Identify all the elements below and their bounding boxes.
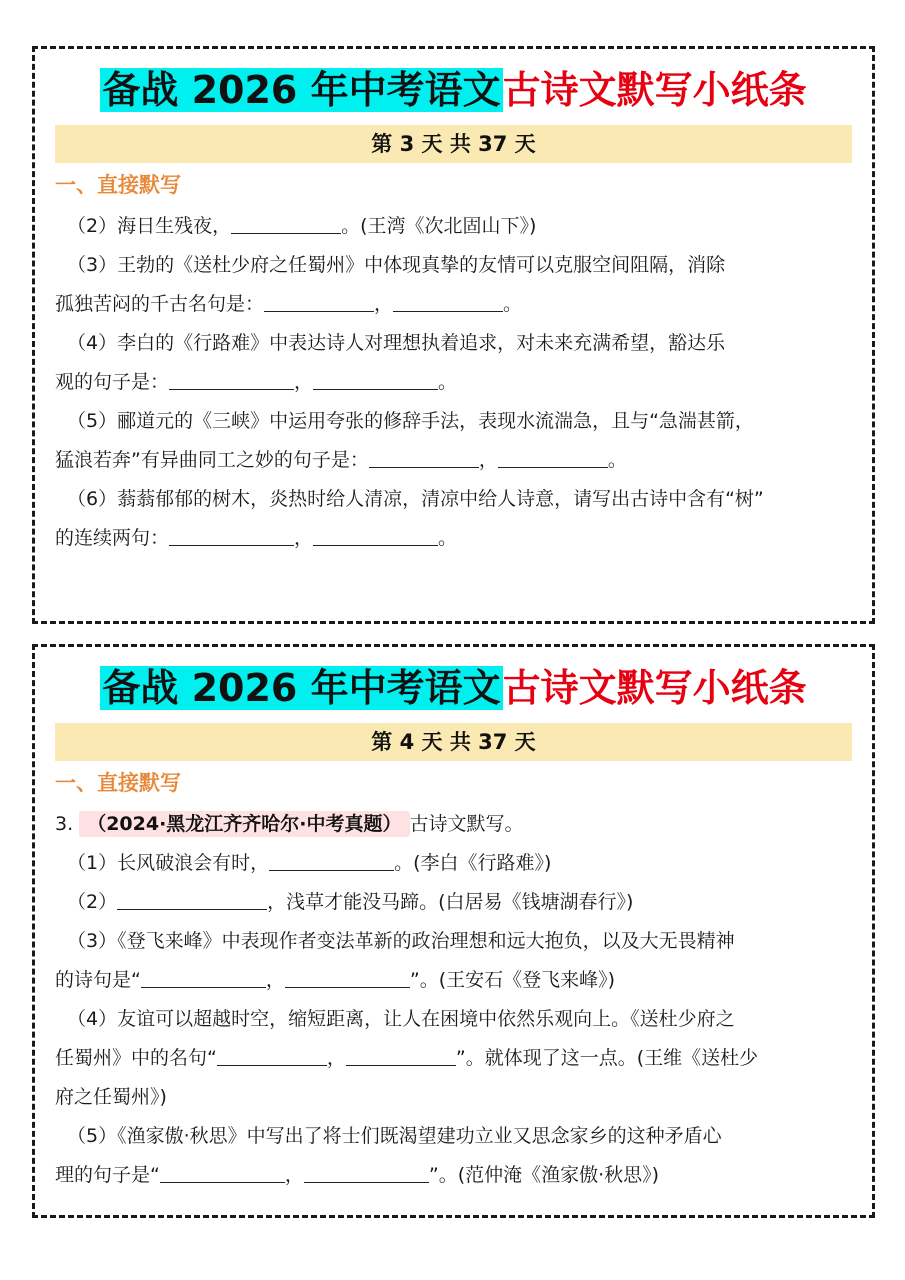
note-card-day-4 — [32, 644, 875, 1218]
question-list — [55, 207, 846, 558]
question-3-cont — [55, 285, 846, 324]
title-main: 备战 2026 年中考语文 — [102, 666, 501, 710]
period: 。 — [438, 371, 458, 393]
question-5-cont — [55, 441, 846, 480]
question-source: 府之任蜀州》) — [55, 1086, 167, 1108]
comma: ， — [294, 527, 314, 549]
title-main: 备战 2026 年中考语文 — [102, 68, 501, 112]
question-4-cont — [55, 363, 846, 402]
card-title — [35, 657, 872, 719]
note-card-day-3 — [32, 46, 875, 624]
question-source: ”。(范仲淹《渔家傲·秋思》) — [428, 1164, 660, 1186]
answer-blank[interactable] — [160, 1160, 285, 1183]
answer-blank[interactable] — [304, 1160, 429, 1183]
question-text: （1）长风破浪会有时， — [67, 852, 270, 874]
section-title: 一、直接默写 — [55, 771, 181, 795]
question-2 — [55, 207, 846, 246]
question-text: 的诗句是“ — [55, 969, 141, 991]
answer-blank[interactable] — [117, 887, 267, 910]
question-text: 任蜀州》中的名句“ — [55, 1047, 217, 1069]
question-source: 。(李白《行路难》) — [394, 852, 552, 874]
question-text: （2）海日生残夜， — [67, 215, 232, 237]
card-title — [35, 59, 872, 121]
answer-blank[interactable] — [269, 848, 394, 871]
day-counter: 第 3 天 共 37 天 — [55, 125, 852, 163]
question-text: （4）李白的《行路难》中表达诗人对理想执着追求，对未来充满希望，豁达乐 — [67, 332, 726, 354]
answer-blank[interactable] — [285, 965, 410, 988]
sub-question-4-source — [55, 1078, 846, 1117]
answer-blank[interactable] — [313, 367, 438, 390]
answer-blank[interactable] — [169, 523, 294, 546]
sub-question-4 — [55, 1000, 846, 1039]
question-text: 理的句子是“ — [55, 1164, 160, 1186]
question-text: 猛浪若奔”有异曲同工之妙的句子是： — [55, 449, 369, 471]
question-header — [55, 805, 846, 844]
question-6-cont — [55, 519, 846, 558]
period: 。 — [438, 527, 458, 549]
section-title: 一、直接默写 — [55, 173, 181, 197]
question-source: ”。(王安石《登飞来峰》) — [409, 969, 616, 991]
period: 。 — [607, 449, 627, 471]
answer-blank[interactable] — [231, 211, 341, 234]
answer-blank[interactable] — [313, 523, 438, 546]
comma: ， — [284, 1164, 304, 1186]
question-4 — [55, 324, 846, 363]
question-3 — [55, 246, 846, 285]
question-text: （3）王勃的《送杜少府之任蜀州》中体现真挚的友情可以克服空间阻隔，消除 — [67, 254, 726, 276]
question-number: 3. — [55, 813, 74, 835]
question-text: （3）《登飞来峰》中表现作者变法革新的政治理想和远大抱负，以及大无畏精神 — [67, 930, 735, 952]
question-text: （6）蓊蓊郁郁的树木，炎热时给人清凉，清凉中给人诗意，请写出古诗中含有“树” — [67, 488, 764, 510]
comma: ， — [265, 969, 285, 991]
question-5 — [55, 402, 846, 441]
question-text: （5）《渔家傲·秋思》中写出了将士们既渴望建功立业又思念家乡的这种矛盾心 — [67, 1125, 722, 1147]
title-red: 古诗文默写小纸条 — [502, 68, 807, 112]
sub-question-1 — [55, 844, 846, 883]
period: 。 — [503, 293, 523, 315]
exam-source-badge: （2024·黑龙江齐齐哈尔·中考真题） — [79, 811, 409, 837]
answer-blank[interactable] — [393, 289, 503, 312]
question-source: ，浅草才能没马蹄。(白居易《钱塘湖春行》) — [267, 891, 634, 913]
sub-question-5 — [55, 1117, 846, 1156]
sub-question-4-cont — [55, 1039, 846, 1078]
sub-question-3 — [55, 922, 846, 961]
question-list — [55, 805, 846, 1195]
day-counter: 第 4 天 共 37 天 — [55, 723, 852, 761]
question-text: （5）郦道元的《三峡》中运用夸张的修辞手法，表现水流湍急，且与“急湍甚箭， — [67, 410, 754, 432]
question-text: 孤独苦闷的千古名句是： — [55, 293, 265, 315]
answer-blank[interactable] — [217, 1043, 327, 1066]
question-6 — [55, 480, 846, 519]
answer-blank[interactable] — [264, 289, 374, 312]
answer-blank[interactable] — [141, 965, 266, 988]
question-text: 的连续两句： — [55, 527, 170, 549]
comma: ， — [326, 1047, 346, 1069]
sub-question-3-cont — [55, 961, 846, 1000]
answer-blank[interactable] — [498, 445, 608, 468]
sub-question-5-cont — [55, 1156, 846, 1195]
question-text: （4）友谊可以超越时空，缩短距离，让人在困境中依然乐观向上。《送杜少府之 — [67, 1008, 735, 1030]
answer-blank[interactable] — [169, 367, 294, 390]
question-text: 观的句子是： — [55, 371, 170, 393]
question-text: ”。就体现了这一点。(王维《送杜少 — [455, 1047, 759, 1069]
question-source: 。(王湾《次北固山下》) — [341, 215, 537, 237]
sub-question-2 — [55, 883, 846, 922]
question-text: 古诗文默写。 — [409, 813, 524, 835]
title-red: 古诗文默写小纸条 — [502, 666, 807, 710]
comma: ， — [478, 449, 498, 471]
comma: ， — [294, 371, 314, 393]
answer-blank[interactable] — [346, 1043, 456, 1066]
question-text: （2） — [67, 891, 118, 913]
answer-blank[interactable] — [369, 445, 479, 468]
comma: ， — [374, 293, 394, 315]
